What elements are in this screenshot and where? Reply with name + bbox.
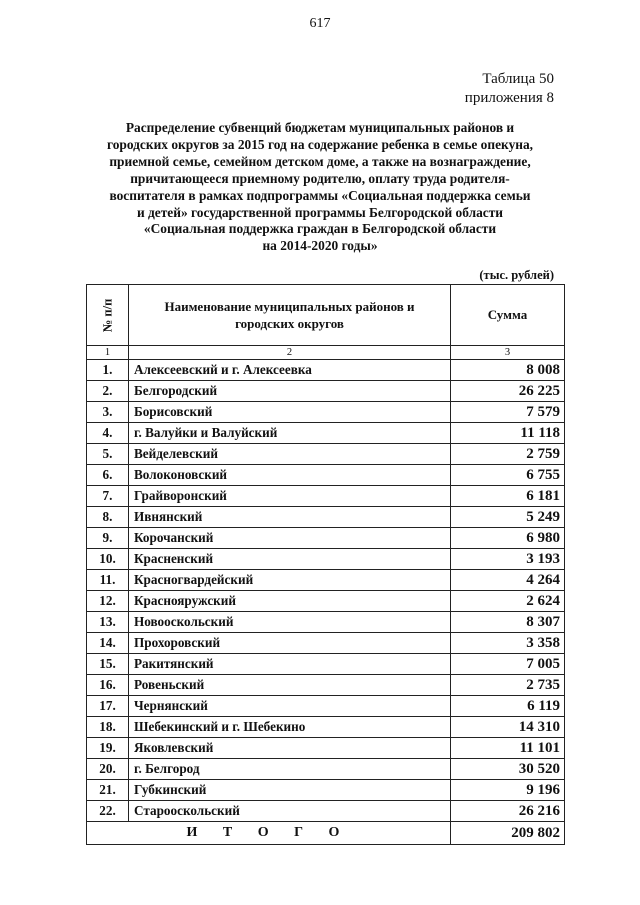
header-num bbox=[87, 285, 129, 346]
row-name: Ракитянский bbox=[129, 654, 451, 675]
table-row bbox=[87, 780, 565, 801]
row-sum: 9 196 bbox=[451, 780, 565, 801]
row-number: 2. bbox=[87, 381, 129, 402]
row-name: Корочанский bbox=[129, 528, 451, 549]
row-name: г. Валуйки и Валуйский bbox=[129, 423, 451, 444]
row-name: Новооскольский bbox=[129, 612, 451, 633]
table-row bbox=[87, 654, 565, 675]
column-number: 3 bbox=[451, 346, 565, 360]
row-number: 11. bbox=[87, 570, 129, 591]
row-number: 6. bbox=[87, 465, 129, 486]
table-row bbox=[87, 465, 565, 486]
table-row bbox=[87, 528, 565, 549]
row-sum: 4 264 bbox=[451, 570, 565, 591]
row-number: 13. bbox=[87, 612, 129, 633]
total-sum: 209 802 bbox=[451, 822, 565, 845]
table-row bbox=[87, 570, 565, 591]
table-row bbox=[87, 549, 565, 570]
header-num-label: № п/п bbox=[99, 298, 114, 333]
row-number: 16. bbox=[87, 675, 129, 696]
row-sum: 26 216 bbox=[451, 801, 565, 822]
column-number: 2 bbox=[129, 346, 451, 360]
units-label: (тыс. рублей) bbox=[479, 268, 554, 282]
title-line: причитающееся приемному родителю, оплату труда родителя- bbox=[130, 170, 510, 186]
row-sum: 7 579 bbox=[451, 402, 565, 423]
row-name: Ивнянский bbox=[129, 507, 451, 528]
row-name: Старооскольский bbox=[129, 801, 451, 822]
title-line: «Социальная поддержка граждан в Белгородской области bbox=[143, 221, 497, 237]
table-row bbox=[87, 759, 565, 780]
row-number: 7. bbox=[87, 486, 129, 507]
total-label: И Т О Г О bbox=[87, 822, 451, 845]
row-name: Вейделевский bbox=[129, 444, 451, 465]
table-row bbox=[87, 675, 565, 696]
row-name: Ровеньский bbox=[129, 675, 451, 696]
table-row bbox=[87, 612, 565, 633]
title-line: и детей» государственной программы Белгородской области bbox=[136, 204, 504, 220]
table-row bbox=[87, 381, 565, 402]
table-row bbox=[87, 444, 565, 465]
row-number: 3. bbox=[87, 402, 129, 423]
row-number: 4. bbox=[87, 423, 129, 444]
page-number: 617 bbox=[309, 16, 331, 31]
total-row bbox=[87, 822, 565, 845]
column-number-row bbox=[87, 346, 565, 360]
row-number: 22. bbox=[87, 801, 129, 822]
row-sum: 6 119 bbox=[451, 696, 565, 717]
header-name-line: городских округов bbox=[235, 316, 344, 331]
row-number: 15. bbox=[87, 654, 129, 675]
row-name: Белгородский bbox=[129, 381, 451, 402]
row-name: Грайворонский bbox=[129, 486, 451, 507]
table-row bbox=[87, 738, 565, 759]
subsidy-table bbox=[86, 284, 565, 845]
row-sum: 7 005 bbox=[451, 654, 565, 675]
table-label-number: Таблица 50 bbox=[482, 71, 554, 87]
row-sum: 14 310 bbox=[451, 717, 565, 738]
title-line: городских округов за 2015 год на содержание ребенка в семье опекуна, bbox=[106, 136, 534, 152]
header-sum: Сумма bbox=[451, 285, 565, 346]
title-line: Распределение субвенций бюджетам муниципальных районов и bbox=[125, 120, 515, 135]
row-name: Волоконовский bbox=[129, 465, 451, 486]
table-row bbox=[87, 360, 565, 381]
row-name: Красногвардейский bbox=[129, 570, 451, 591]
row-sum: 30 520 bbox=[451, 759, 565, 780]
row-sum: 26 225 bbox=[451, 381, 565, 402]
row-name: Краснояружский bbox=[129, 591, 451, 612]
table-row bbox=[87, 801, 565, 822]
row-name: Борисовский bbox=[129, 402, 451, 423]
row-sum: 6 980 bbox=[451, 528, 565, 549]
row-number: 18. bbox=[87, 717, 129, 738]
row-number: 10. bbox=[87, 549, 129, 570]
row-name: Алексеевский и г. Алексеевка bbox=[129, 360, 451, 381]
row-sum: 5 249 bbox=[451, 507, 565, 528]
row-sum: 6 181 bbox=[451, 486, 565, 507]
table-row bbox=[87, 696, 565, 717]
row-number: 5. bbox=[87, 444, 129, 465]
row-sum: 8 307 bbox=[451, 612, 565, 633]
table-row bbox=[87, 423, 565, 444]
column-number: 1 bbox=[87, 346, 129, 360]
row-sum: 2 735 bbox=[451, 675, 565, 696]
row-name: Прохоровский bbox=[129, 633, 451, 654]
row-number: 19. bbox=[87, 738, 129, 759]
row-name: г. Белгород bbox=[129, 759, 451, 780]
row-name: Шебекинский и г. Шебекино bbox=[129, 717, 451, 738]
row-number: 12. bbox=[87, 591, 129, 612]
row-sum: 2 624 bbox=[451, 591, 565, 612]
header-name bbox=[129, 285, 451, 346]
row-number: 20. bbox=[87, 759, 129, 780]
row-sum: 3 193 bbox=[451, 549, 565, 570]
row-sum: 11 118 bbox=[451, 423, 565, 444]
row-sum: 11 101 bbox=[451, 738, 565, 759]
table-row bbox=[87, 507, 565, 528]
row-sum: 3 358 bbox=[451, 633, 565, 654]
row-name: Красненский bbox=[129, 549, 451, 570]
table-row bbox=[87, 591, 565, 612]
header-name-line: Наименование муниципальных районов и bbox=[164, 299, 415, 314]
row-number: 8. bbox=[87, 507, 129, 528]
table-row bbox=[87, 717, 565, 738]
row-number: 21. bbox=[87, 780, 129, 801]
row-number: 17. bbox=[87, 696, 129, 717]
table-label-appendix: приложения 8 bbox=[464, 90, 554, 106]
title-line: воспитателя в рамках подпрограммы «Социальная поддержка семьи bbox=[109, 187, 531, 203]
row-number: 14. bbox=[87, 633, 129, 654]
row-sum: 8 008 bbox=[451, 360, 565, 381]
table-body bbox=[87, 360, 565, 822]
title-line: приемной семье, семейном детском доме, а также на вознаграждение, bbox=[109, 153, 531, 169]
table-label bbox=[465, 70, 554, 108]
row-number: 1. bbox=[87, 360, 129, 381]
row-name: Чернянский bbox=[129, 696, 451, 717]
title-line: на 2014-2020 годы» bbox=[262, 238, 378, 254]
row-name: Яковлевский bbox=[129, 738, 451, 759]
table-row bbox=[87, 633, 565, 654]
row-sum: 6 755 bbox=[451, 465, 565, 486]
table-row bbox=[87, 402, 565, 423]
row-sum: 2 759 bbox=[451, 444, 565, 465]
document-title bbox=[84, 120, 556, 255]
row-name: Губкинский bbox=[129, 780, 451, 801]
table-row bbox=[87, 486, 565, 507]
table-header-row bbox=[87, 285, 565, 346]
row-number: 9. bbox=[87, 528, 129, 549]
